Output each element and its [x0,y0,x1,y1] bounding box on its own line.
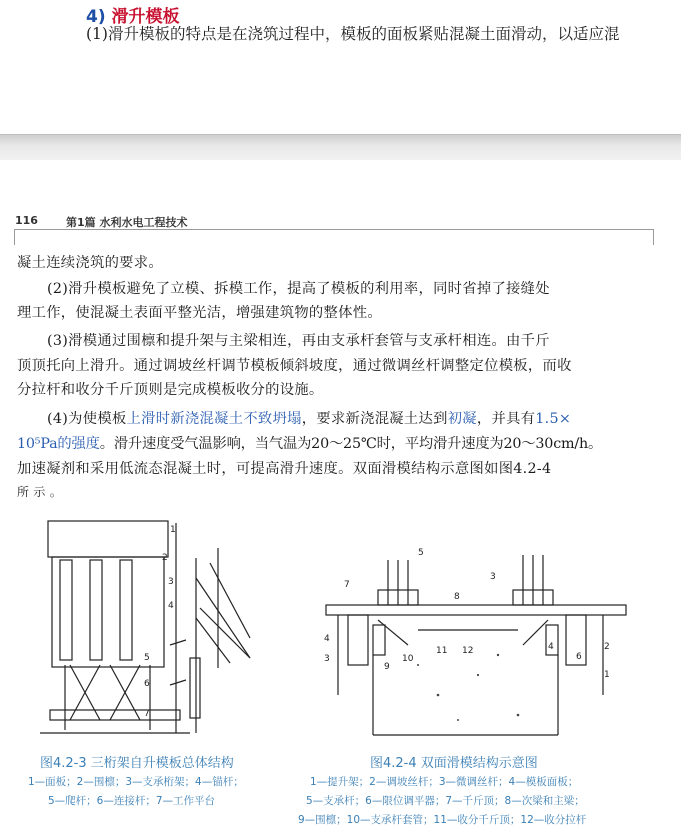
fig4-label-7: 7 [344,580,350,590]
fig3-label-3: 3 [168,577,174,587]
fig4-legend-2: 5—支承杆；6—限位调平器；7—千斤顶；8—次梁和主梁； [306,795,585,807]
slide-title-number: 4) [86,7,106,27]
fig4-legend-3: 9—围檩；10—支承杆套管；11—收分千斤顶；12—收分拉杆 [298,814,587,826]
slide-title-text: 滑升模板 [111,7,180,27]
fig3-label-2: 2 [162,553,168,563]
body-line-1: 凝土连续浇筑的要求。 [17,255,163,271]
fig3-label-4: 4 [168,601,174,611]
running-head: 第1篇 水利水电工程技术 [66,216,188,229]
fig4-label-9: 9 [384,662,390,672]
p4-highlight-3: 1.5× [535,411,572,427]
body-line-3: 理工作，使混凝土表面平整光洁，增强建筑物的整体性。 [17,305,382,321]
body-line-6: 分拉杆和收分千斤顶则是完成模板收分的设施。 [17,382,324,398]
fig4-label-2: 2 [604,642,610,652]
fig4-main-beam [326,605,626,615]
p4-e: ，并具有 [476,411,536,427]
fig4-label-3: 3 [490,572,496,582]
fig4-label-11: 11 [436,646,448,656]
fig4-label-6: 6 [576,652,582,662]
fig4-label-8: 8 [454,592,460,602]
fig3-legend-2: 5—爬杆；6—连接杆；7—工作平台 [48,795,216,807]
fig4-label-5: 5 [418,548,424,558]
p4-a: (4)为使模板 [47,411,127,427]
fig3-label-1: 1 [170,525,176,535]
fig3-label-5: 5 [144,653,150,663]
fig4-label-3-left: 3 [324,654,330,664]
p4-highlight-1: 上滑时新浇混凝土不致坍塌 [126,411,302,427]
figure-4-2-3-labels-right [130,640,160,730]
body-line-7 [47,408,571,428]
p4-h: 。滑升速度受气温影响，当气温为20～25℃时，平均滑升速度为20～30cm/h。 [99,436,603,452]
fig3-label-7: 7 [144,709,150,719]
figure-4-2-4-drawing [318,545,640,740]
body-line-5: 顶顶托向上滑升。通过调坡丝杆调节模板倾斜坡度，通过微调丝杆调整定位模板，而收 [17,358,572,374]
body-line-9: 加速凝剂和采用低流态混凝土时，可提高滑升速度。双面滑模结构示意图如图4.2-4 [17,461,552,477]
fig3-caption: 图4.2-3 三桁架自升模板总体结构 [40,756,234,771]
fig4-label-4-right: 4 [548,642,554,652]
page-separator [0,134,681,161]
fig3-label-6: 6 [144,679,150,689]
body-line-4: (3)滑模通过围檩和提升架与主梁相连，再由支承杆套管与支承杆相连。由千斤 [47,333,550,349]
fig4-caption: 图4.2-4 双面滑模结构示意图 [370,756,538,771]
fig4-label-12: 12 [462,646,474,656]
fig4-label-1: 1 [604,670,610,680]
figure-4-2-3-side-view [160,518,270,738]
page-number: 116 [15,214,38,227]
p4-highlight-4: 10⁵Pa的强度 [17,436,100,452]
fig4-label-4-left: 4 [324,634,330,644]
body-line-2: (2)滑升模板避免了立模、拆模工作，提高了模板的利用率，同时省掉了接缝处 [47,281,550,297]
body-line-8 [17,433,602,453]
fig4-label-10: 10 [402,654,414,664]
fig3-top-frame [48,521,168,557]
fig3-rod-2 [90,560,102,660]
p4-highlight-2: 初凝 [447,411,477,427]
fig3-rod-1 [60,560,72,660]
header-corner-left [14,229,15,245]
body-line-10: 所 示 。 [17,485,63,499]
header-rule [14,229,654,230]
slide-paragraph: (1)滑升模板的特点是在浇筑过程中，模板的面板紧贴混凝土面滑动，以适应混 [86,25,620,43]
header-corner-right [653,229,654,245]
fig4-legend-1: 1—提升架；2—调坡丝杆；3—微调丝杆；4—模板面板； [310,776,579,788]
p4-c: ，要求新浇混凝土达到 [301,411,448,427]
fig3-legend-1: 1—面板；2—围檩；3—支承桁架；4—锚杆； [28,776,244,788]
